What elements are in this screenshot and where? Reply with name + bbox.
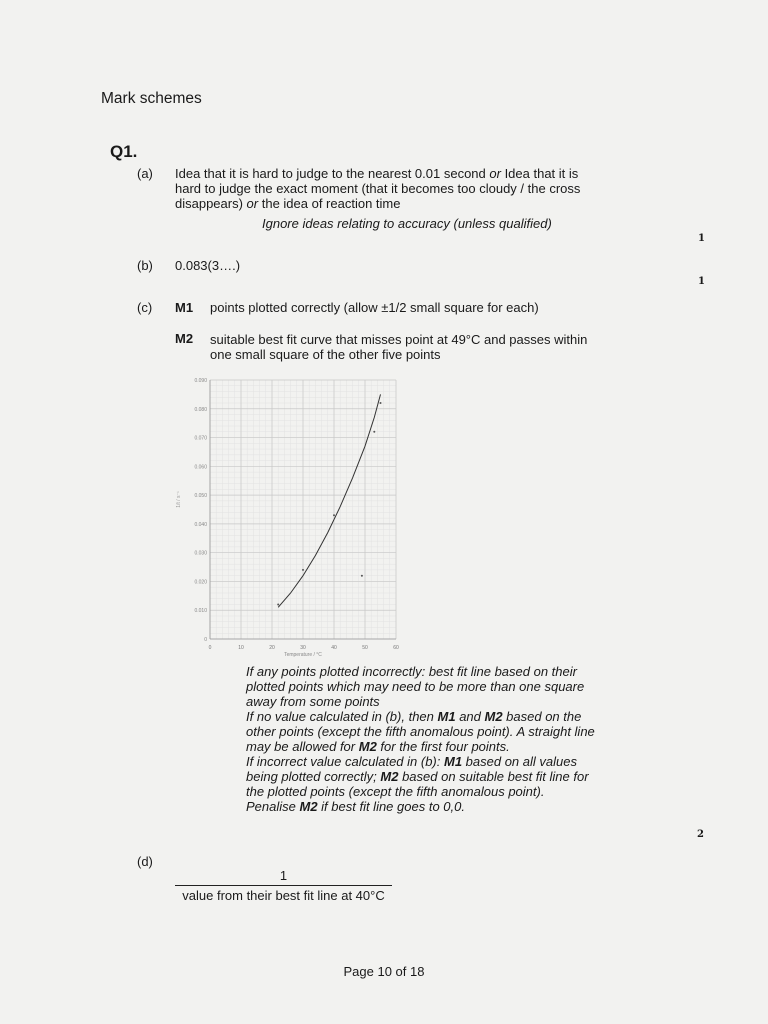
y-tick-label: 0.020 bbox=[194, 579, 207, 586]
y-tick-label: 0.040 bbox=[194, 521, 207, 528]
data-point bbox=[361, 575, 363, 577]
question-number: Q1. bbox=[110, 142, 138, 161]
part-a-label: (a) bbox=[137, 166, 153, 181]
note-line: If no value calculated in (b), then M1 and M2 based on the bbox=[246, 709, 582, 724]
y-tick-label: 0.080 bbox=[194, 406, 207, 413]
x-tick-label: 50 bbox=[362, 645, 368, 651]
part-b-label: (b) bbox=[137, 258, 153, 273]
x-tick-label: 0 bbox=[208, 645, 212, 651]
x-tick-label: 40 bbox=[331, 645, 337, 651]
m1-text: points plotted correctly (allow ±1/2 small square for each) bbox=[210, 300, 539, 315]
part-a-note: Ignore ideas relating to accuracy (unless qualified) bbox=[262, 216, 552, 231]
part-b-answer: 0.083(3….) bbox=[175, 258, 241, 273]
data-point bbox=[302, 569, 304, 571]
x-tick-label: 60 bbox=[393, 645, 399, 651]
x-tick-label: 30 bbox=[300, 645, 306, 651]
y-tick-label: 0.070 bbox=[194, 435, 207, 442]
note-line: other points (except the fifth anomalous point). A straight line bbox=[246, 724, 595, 739]
m2-line-1: suitable best fit curve that misses point at 49°C and passes within bbox=[210, 332, 588, 347]
y-tick-label: 0 bbox=[204, 637, 207, 643]
data-point bbox=[333, 514, 335, 516]
data-point bbox=[277, 603, 279, 605]
note-line: being plotted correctly; M2 based on suitable best fit line for bbox=[246, 769, 589, 784]
part-c-notes bbox=[246, 664, 646, 814]
page-footer: Page 10 of 18 bbox=[343, 964, 425, 979]
m2-text bbox=[210, 332, 587, 362]
note-line: away from some points bbox=[246, 694, 380, 709]
fraction-bar bbox=[175, 885, 392, 886]
note-line: If any points plotted incorrectly: best fit line based on their bbox=[246, 664, 577, 679]
best-fit-graph bbox=[170, 372, 406, 657]
x-axis-label: Temperature / °C bbox=[284, 652, 322, 657]
part-a-marks: 1 bbox=[698, 233, 705, 244]
y-tick-label: 0.030 bbox=[194, 550, 207, 557]
note-line: If incorrect value calculated in (b): M1 based on all values bbox=[246, 754, 577, 769]
part-a-text bbox=[175, 166, 635, 211]
y-tick-label: 0.050 bbox=[194, 493, 207, 500]
note-line: may be allowed for M2 for the first four points. bbox=[246, 739, 510, 754]
fraction-denominator: value from their best fit line at 40°C bbox=[182, 888, 385, 903]
part-c-marks: 2 bbox=[697, 829, 704, 840]
data-point bbox=[373, 431, 375, 433]
y-tick-label: 0.010 bbox=[194, 608, 207, 615]
part-b-marks: 1 bbox=[698, 276, 705, 287]
m2-line-2: one small square of the other five points bbox=[210, 347, 441, 362]
y-tick-label: 0.060 bbox=[194, 464, 207, 471]
y-tick-label: 0.090 bbox=[194, 378, 207, 384]
note-line: Penalise M2 if best fit line goes to 0,0. bbox=[246, 799, 465, 814]
note-line: the plotted points (except the fifth anomalous point). bbox=[246, 784, 545, 799]
part-c-label: (c) bbox=[137, 300, 153, 315]
part-d-label: (d) bbox=[137, 854, 153, 869]
note-line: plotted points which may need to be more than one square bbox=[246, 679, 585, 694]
x-tick-label: 10 bbox=[238, 645, 244, 651]
m1-tag: M1 bbox=[175, 300, 194, 315]
part-a-line-3: disappears) or the idea of reaction time bbox=[175, 196, 401, 211]
part-a-line-2: hard to judge the exact moment (that it becomes too cloudy / the cross bbox=[175, 181, 581, 196]
part-a-line-1: Idea that it is hard to judge to the nearest 0.01 second or Idea that it is bbox=[175, 166, 579, 181]
page-heading: Mark schemes bbox=[101, 90, 202, 107]
data-point bbox=[380, 402, 382, 404]
y-axis-label: 1/t / s⁻¹ bbox=[176, 491, 182, 508]
m2-tag: M2 bbox=[175, 331, 194, 346]
x-tick-label: 20 bbox=[269, 645, 275, 651]
fraction-numerator: 1 bbox=[279, 868, 288, 883]
